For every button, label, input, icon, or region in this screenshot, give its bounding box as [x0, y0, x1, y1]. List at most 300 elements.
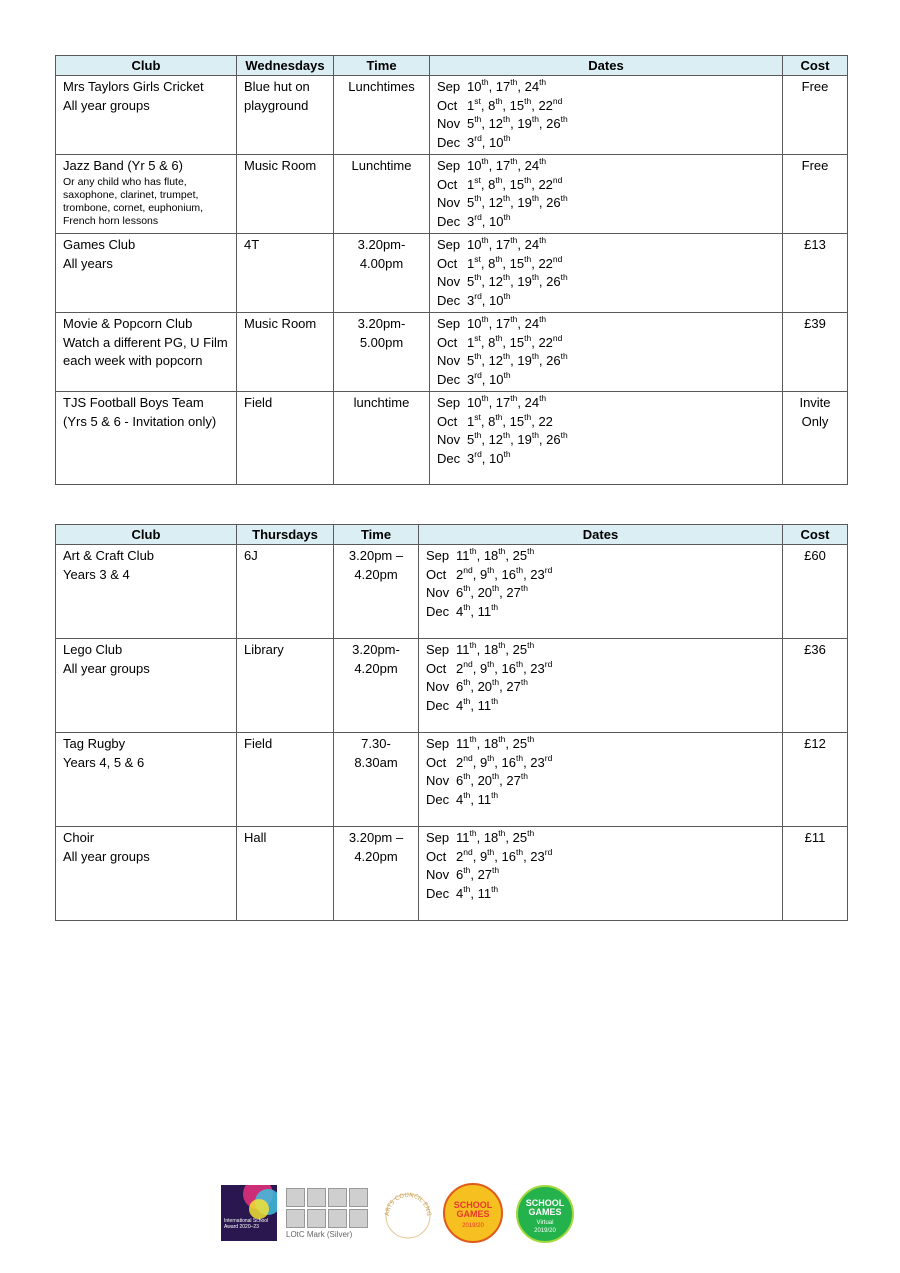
header-time: Time — [334, 525, 419, 545]
date-suffix: th — [524, 174, 532, 185]
date-suffix: nd — [463, 846, 473, 857]
date-month: Oct — [426, 754, 447, 770]
date-month: Nov — [426, 679, 450, 694]
club-line: All year groups — [63, 660, 150, 676]
date-day: 1 — [467, 97, 475, 113]
header-time: Time — [334, 56, 430, 76]
date-month: Dec — [426, 885, 450, 901]
date-suffix: th — [515, 564, 524, 575]
date-day: 11 — [456, 642, 470, 657]
date-suffix: rd — [544, 846, 553, 857]
date-suffix: th — [491, 789, 499, 800]
table-row — [56, 155, 848, 234]
date-month: Sep — [437, 237, 461, 252]
date-suffix: th — [481, 235, 489, 245]
date-suffix: th — [498, 546, 506, 556]
date-suffix: th — [531, 114, 539, 124]
club-cell — [56, 76, 237, 155]
date-day: 3 — [467, 371, 475, 387]
date-day: 2 — [456, 754, 464, 770]
date-day: 11 — [477, 885, 492, 901]
date-suffix: th — [481, 156, 489, 166]
club-cell — [56, 733, 237, 827]
school-games-logo — [443, 1183, 503, 1243]
date-day: 18 — [483, 830, 499, 845]
date-day: 4 — [456, 885, 464, 901]
date-day: 10 — [489, 134, 504, 150]
date-suffix: th — [510, 314, 518, 324]
date-day: 11 — [477, 603, 492, 619]
table-header-row — [56, 56, 848, 76]
date-day: 10 — [467, 316, 482, 331]
date-line: Sep 11th, 18th, 25th — [426, 547, 775, 566]
date-suffix: th — [491, 695, 499, 706]
date-day: 26 — [546, 432, 561, 447]
date-line: Oct 1st, 8th, 15th, 22nd — [437, 97, 775, 116]
date-day: 25 — [512, 830, 528, 845]
date-day: 17 — [495, 158, 511, 173]
date-day: 9 — [479, 848, 488, 864]
date-suffix: th — [498, 734, 506, 744]
date-suffix: th — [474, 114, 482, 124]
date-suffix: rd — [544, 658, 553, 669]
table-row — [56, 234, 848, 313]
date-suffix: th — [503, 430, 511, 440]
club-line: Movie & Popcorn Club — [63, 316, 193, 331]
date-day: 1 — [467, 413, 475, 429]
date-month: Dec — [426, 697, 450, 713]
date-suffix: st — [474, 411, 481, 422]
date-month: Oct — [437, 255, 458, 271]
location-cell: Music Room — [237, 313, 334, 392]
date-suffix: th — [515, 846, 524, 857]
date-suffix: th — [527, 640, 535, 650]
date-month: Sep — [426, 642, 450, 657]
date-suffix: th — [524, 332, 532, 343]
date-suffix: th — [524, 411, 532, 422]
date-day: 27 — [506, 679, 521, 694]
date-suffix: th — [510, 393, 518, 403]
club-line: Watch a different PG, U Film each week with popcorn — [63, 334, 228, 368]
dates-cell — [430, 76, 783, 155]
header-dates: Dates — [419, 525, 783, 545]
date-line: Nov 6th, 20th, 27th — [426, 584, 775, 603]
date-day: 19 — [517, 432, 532, 447]
date-month: Nov — [437, 116, 461, 131]
date-suffix: st — [474, 253, 481, 264]
date-month: Nov — [426, 867, 450, 882]
date-suffix: rd — [544, 752, 553, 763]
date-day: 3 — [467, 213, 475, 229]
date-line: Sep 10th, 17th, 24th — [437, 394, 775, 413]
club-line: TJS Football Boys Team — [63, 395, 204, 410]
date-suffix: th — [463, 771, 471, 781]
date-month: Nov — [437, 274, 461, 289]
date-day: 10 — [489, 292, 504, 308]
date-suffix: th — [539, 393, 547, 403]
date-suffix: th — [524, 253, 532, 264]
table-row — [56, 545, 848, 639]
date-day: 2 — [456, 660, 464, 676]
date-day: 9 — [479, 566, 488, 582]
date-month: Sep — [437, 158, 461, 173]
cost-cell: £39 — [783, 313, 848, 392]
date-suffix: th — [469, 828, 477, 838]
date-month: Nov — [437, 432, 461, 447]
date-day: 16 — [501, 660, 516, 676]
date-day: 12 — [488, 353, 504, 368]
date-month: Sep — [426, 830, 450, 845]
date-month: Dec — [426, 791, 450, 807]
cost-cell: £36 — [783, 639, 848, 733]
location-cell: Music Room — [237, 155, 334, 234]
date-day: 10 — [467, 158, 482, 173]
date-suffix: th — [495, 411, 503, 422]
date-day: 22 — [538, 176, 553, 192]
date-day: 12 — [488, 195, 504, 210]
date-suffix: th — [463, 583, 471, 593]
date-line: Sep 11th, 18th, 25th — [426, 829, 775, 848]
date-suffix: th — [503, 114, 511, 124]
date-day: 18 — [483, 642, 499, 657]
dates-cell — [430, 234, 783, 313]
date-day: 12 — [488, 116, 504, 131]
date-day: 20 — [477, 679, 493, 694]
date-line: Oct 1st, 8th, 15th, 22 — [437, 413, 775, 432]
date-suffix: nd — [552, 95, 563, 106]
date-suffix: th — [492, 583, 500, 593]
date-day: 23 — [530, 848, 545, 864]
date-suffix: th — [503, 211, 511, 222]
date-day: 10 — [489, 213, 504, 229]
date-suffix: th — [487, 658, 495, 669]
date-suffix: th — [560, 114, 568, 124]
date-day: 19 — [517, 195, 532, 210]
date-suffix: th — [492, 771, 500, 781]
date-line: Oct 2nd, 9th, 16th, 23rd — [426, 660, 775, 679]
dates-cell — [419, 639, 783, 733]
date-suffix: th — [510, 156, 518, 166]
date-line: Nov 6th, 20th, 27th — [426, 772, 775, 791]
date-suffix: th — [495, 174, 503, 185]
date-suffix: th — [531, 351, 539, 361]
date-line: Oct 2nd, 9th, 16th, 23rd — [426, 566, 775, 585]
club-cell — [56, 155, 237, 234]
school-games-year: 2019/20 — [462, 1223, 484, 1229]
date-month: Dec — [437, 292, 461, 308]
arts-council-text: ARTS COUNCIL ENG — [383, 1191, 433, 1217]
date-suffix: nd — [552, 332, 563, 343]
date-day: 9 — [479, 660, 488, 676]
date-suffix: th — [481, 314, 489, 324]
date-line: Nov 5th, 12th, 19th, 26th — [437, 431, 775, 450]
time-cell: 3.20pm-4.20pm — [334, 639, 419, 733]
club-line: Years 3 & 4 — [63, 566, 130, 582]
dates-cell — [419, 545, 783, 639]
date-day: 26 — [546, 274, 561, 289]
date-suffix: th — [474, 351, 482, 361]
date-day: 24 — [524, 395, 540, 410]
header-club: Club — [56, 56, 237, 76]
date-day: 15 — [509, 97, 525, 113]
date-day: 24 — [524, 158, 540, 173]
date-suffix: th — [524, 95, 532, 106]
date-day: 11 — [456, 548, 470, 563]
date-suffix: th — [498, 640, 506, 650]
date-line: Dec 3rd, 10th — [437, 213, 775, 232]
school-games-virtual-sub: Virtual — [536, 1220, 554, 1226]
location-cell: Hall — [237, 827, 334, 921]
date-day: 8 — [488, 334, 496, 350]
header-day: Thursdays — [237, 525, 334, 545]
date-suffix: th — [474, 272, 482, 282]
date-line: Dec 3rd, 10th — [437, 450, 775, 469]
date-suffix: rd — [474, 290, 482, 301]
date-suffix: th — [527, 828, 535, 838]
club-cell — [56, 234, 237, 313]
date-month: Sep — [426, 548, 450, 563]
date-suffix: th — [487, 564, 495, 575]
date-month: Nov — [437, 195, 461, 210]
date-line: Dec 3rd, 10th — [437, 371, 775, 390]
date-suffix: th — [560, 351, 568, 361]
date-day: 5 — [467, 274, 475, 289]
date-line: Sep 10th, 17th, 24th — [437, 236, 775, 255]
date-line: Dec 4th, 11th — [426, 791, 775, 810]
club-line: Tag Rugby — [63, 736, 126, 751]
date-day: 2 — [456, 566, 464, 582]
date-suffix: th — [560, 430, 568, 440]
date-day: 20 — [477, 585, 493, 600]
date-suffix: rd — [474, 369, 482, 380]
date-line: Dec 4th, 11th — [426, 603, 775, 622]
date-suffix: th — [492, 865, 500, 875]
date-day: 24 — [524, 237, 540, 252]
date-day: 11 — [456, 736, 470, 751]
date-suffix: th — [539, 77, 547, 87]
date-line: Nov 5th, 12th, 19th, 26th — [437, 352, 775, 371]
date-day: 23 — [530, 660, 545, 676]
date-suffix: th — [469, 640, 477, 650]
date-suffix: th — [498, 828, 506, 838]
date-day: 9 — [479, 754, 488, 770]
date-day: 11 — [477, 697, 492, 713]
date-suffix: th — [503, 193, 511, 203]
lotc-mark-logo — [286, 1188, 372, 1243]
date-month: Oct — [426, 848, 447, 864]
table-row — [56, 639, 848, 733]
date-suffix: th — [531, 430, 539, 440]
date-suffix: st — [474, 174, 481, 185]
date-day: 6 — [456, 773, 464, 788]
club-cell — [56, 313, 237, 392]
date-line: Oct 1st, 8th, 15th, 22nd — [437, 334, 775, 353]
date-suffix: th — [527, 546, 535, 556]
isa-caption: International School Award 2020–23 — [224, 1218, 269, 1230]
date-day: 10 — [489, 371, 504, 387]
table-row — [56, 392, 848, 485]
header-dates: Dates — [430, 56, 783, 76]
date-day: 15 — [509, 334, 525, 350]
date-line: Sep 10th, 17th, 24th — [437, 157, 775, 176]
date-day: 15 — [509, 255, 525, 271]
cost-cell: Invite Only — [783, 392, 848, 485]
date-suffix: th — [527, 734, 535, 744]
dates-cell — [419, 827, 783, 921]
date-suffix: th — [463, 695, 471, 706]
location-cell: Field — [237, 733, 334, 827]
school-games-virtual-logo — [516, 1185, 574, 1243]
date-suffix: th — [474, 430, 482, 440]
table-row — [56, 313, 848, 392]
school-games-title: SCHOOL GAMES — [453, 1200, 493, 1219]
date-suffix: rd — [544, 564, 553, 575]
date-day: 12 — [488, 274, 504, 289]
club-line: Art & Craft Club — [63, 548, 155, 563]
date-day: 10 — [489, 450, 504, 466]
date-day: 8 — [488, 255, 496, 271]
date-line: Sep 10th, 17th, 24th — [437, 78, 775, 97]
date-day: 22 — [538, 334, 553, 350]
location-cell: 6J — [237, 545, 334, 639]
table-header-row — [56, 525, 848, 545]
date-day: 27 — [506, 773, 521, 788]
table-row — [56, 827, 848, 921]
date-day: 3 — [467, 134, 475, 150]
cost-cell: £13 — [783, 234, 848, 313]
date-day: 25 — [512, 548, 528, 563]
date-suffix: th — [463, 865, 471, 875]
date-day: 22 — [538, 97, 553, 113]
date-line: Sep 10th, 17th, 24th — [437, 315, 775, 334]
date-day: 17 — [495, 316, 511, 331]
date-day: 8 — [488, 176, 496, 192]
location-cell: 4T — [237, 234, 334, 313]
svg-text:ARTS COUNCIL ENGLAND — [383, 1186, 432, 1217]
club-cell — [56, 392, 237, 485]
date-day: 16 — [501, 566, 516, 582]
date-month: Oct — [437, 413, 458, 429]
date-suffix: th — [560, 272, 568, 282]
date-suffix: th — [531, 193, 539, 203]
date-day: 17 — [495, 237, 511, 252]
international-school-award-logo — [221, 1185, 277, 1241]
date-suffix: th — [515, 658, 524, 669]
date-line: Nov 5th, 12th, 19th, 26th — [437, 194, 775, 213]
date-day: 5 — [467, 116, 475, 131]
date-day: 23 — [530, 754, 545, 770]
date-month: Dec — [437, 134, 461, 150]
club-cell — [56, 545, 237, 639]
date-line: Oct 1st, 8th, 15th, 22nd — [437, 255, 775, 274]
date-day: 2 — [456, 848, 464, 864]
date-suffix: th — [503, 132, 511, 143]
date-month: Dec — [437, 213, 461, 229]
date-month: Oct — [426, 566, 447, 582]
header-club: Club — [56, 525, 237, 545]
date-day: 22 — [538, 255, 553, 271]
time-cell: 3.20pm – 4.20pm — [334, 545, 419, 639]
date-day: 26 — [546, 116, 561, 131]
date-day: 16 — [501, 848, 516, 864]
date-suffix: th — [520, 677, 528, 687]
date-suffix: nd — [552, 174, 563, 185]
date-suffix: th — [510, 235, 518, 245]
lotc-picture-grid — [286, 1188, 372, 1228]
date-line: Dec 3rd, 10th — [437, 134, 775, 153]
location-cell: Field — [237, 392, 334, 485]
date-month: Nov — [437, 353, 461, 368]
header-cost: Cost — [783, 56, 848, 76]
header-day: Wednesdays — [237, 56, 334, 76]
date-day: 1 — [467, 176, 475, 192]
date-suffix: th — [492, 677, 500, 687]
club-line: (Yrs 5 & 6 - Invitation only) — [63, 413, 217, 429]
dates-cell — [419, 733, 783, 827]
date-suffix: th — [503, 369, 511, 380]
date-month: Sep — [437, 316, 461, 331]
date-day: 20 — [477, 773, 493, 788]
date-day: 17 — [495, 395, 511, 410]
club-line: All year groups — [63, 848, 150, 864]
date-suffix: th — [520, 771, 528, 781]
date-suffix: st — [474, 332, 481, 343]
date-month: Nov — [426, 585, 450, 600]
date-line: Oct 2nd, 9th, 16th, 23rd — [426, 754, 775, 773]
date-day: 4 — [456, 697, 464, 713]
cost-cell: Free — [783, 76, 848, 155]
time-cell: 3.20pm-5.00pm — [334, 313, 430, 392]
date-day: 5 — [467, 432, 475, 447]
school-games-virtual-year: 2019/20 — [534, 1228, 556, 1234]
date-suffix: nd — [463, 564, 473, 575]
date-day: 5 — [467, 195, 475, 210]
date-suffix: th — [487, 846, 495, 857]
date-day: 27 — [477, 867, 493, 882]
club-line: All years — [63, 255, 113, 271]
date-month: Sep — [437, 395, 461, 410]
club-line: Jazz Band (Yr 5 & 6) — [63, 158, 183, 173]
date-suffix: nd — [463, 658, 473, 669]
cost-cell: £60 — [783, 545, 848, 639]
date-day: 6 — [456, 867, 464, 882]
date-line: Oct 1st, 8th, 15th, 22nd — [437, 176, 775, 195]
date-month: Oct — [437, 176, 458, 192]
club-line: Lego Club — [63, 642, 123, 657]
date-day: 11 — [456, 830, 470, 845]
date-suffix: th — [463, 601, 471, 612]
date-day: 11 — [477, 791, 492, 807]
date-day: 23 — [530, 566, 545, 582]
date-month: Sep — [437, 79, 461, 94]
date-month: Dec — [437, 450, 461, 466]
club-line: All year groups — [63, 97, 150, 113]
date-month: Dec — [437, 371, 461, 387]
date-day: 27 — [506, 585, 521, 600]
date-day: 24 — [524, 316, 540, 331]
club-cell — [56, 827, 237, 921]
date-month: Oct — [437, 334, 458, 350]
date-suffix: th — [481, 77, 489, 87]
date-line: Sep 11th, 18th, 25th — [426, 735, 775, 754]
header-cost: Cost — [783, 525, 848, 545]
date-day: 8 — [488, 97, 496, 113]
date-month: Nov — [426, 773, 450, 788]
date-suffix: th — [463, 883, 471, 894]
table-row — [56, 76, 848, 155]
date-suffix: st — [474, 95, 481, 106]
date-day: 24 — [524, 79, 540, 94]
